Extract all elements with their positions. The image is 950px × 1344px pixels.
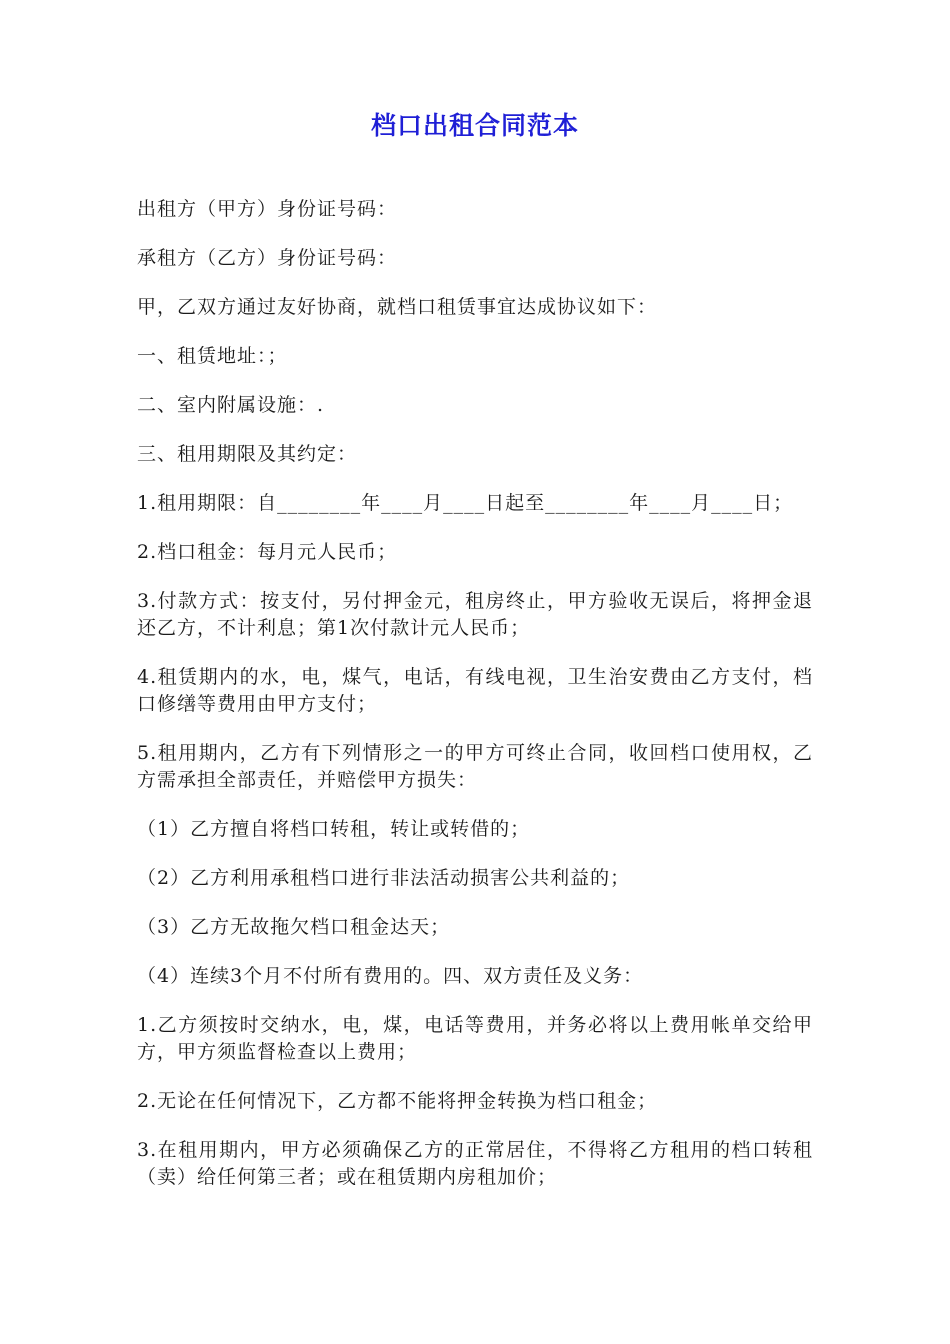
agreement-intro: 甲，乙双方通过友好协商，就档口租赁事宜达成协议如下： (137, 296, 658, 318)
clause-utilities: 4.租赁期内的水，电，煤气，电话，有线电视，卫生治安费由乙方支付，档口修缮等费用由甲方支付； (137, 666, 813, 715)
clause-termination: 5.租用期内，乙方有下列情形之一的甲方可终止合同，收回档口使用权，乙方需承担全部责任，并赔偿甲方损失： (137, 742, 813, 791)
duty-clause-3: 3.在租用期内，甲方必须确保乙方的正常居住，不得将乙方租用的档口转租（卖）给任何第三者；或在租赁期内房租加价； (137, 1139, 813, 1188)
duty-clause-1: 1.乙方须按时交纳水，电，煤，电话等费用，并务必将以上费用帐单交给甲方，甲方须监督检查以上费用； (137, 1014, 813, 1063)
section-2-facilities: 二、室内附属设施：. (137, 394, 325, 416)
termination-item-1: （1）乙方擅自将档口转租，转让或转借的； (137, 818, 531, 840)
document-body (137, 196, 813, 1213)
termination-item-3: （3）乙方无故拖欠档口租金达天； (137, 916, 451, 938)
section-1-address: 一、租赁地址：； (137, 345, 288, 367)
party-a-line: 出租方（甲方）身份证号码： (137, 198, 398, 220)
termination-item-2: （2）乙方利用承租档口进行非法活动损害公共利益的； (137, 867, 631, 889)
clause-lease-term: 1.租用期限：自________年____月____日起至________年____月____日； (137, 492, 794, 514)
clause-rent: 2.档口租金：每月元人民币； (137, 541, 398, 563)
duty-clause-2: 2.无论在任何情况下，乙方都不能将押金转换为档口租金； (137, 1090, 658, 1112)
party-b-line: 承租方（乙方）身份证号码： (137, 247, 398, 269)
clause-payment: 3.付款方式：按支付，另付押金元，租房终止，甲方验收无误后，将押金退还乙方，不计利息；第1次付款计元人民币； (137, 590, 813, 639)
document-title: 档口出租合同范本 (370, 111, 579, 140)
section-3-heading: 三、租用期限及其约定： (137, 443, 358, 465)
termination-item-4: （4）连续3个月不付所有费用的。四、双方责任及义务： (137, 965, 644, 987)
